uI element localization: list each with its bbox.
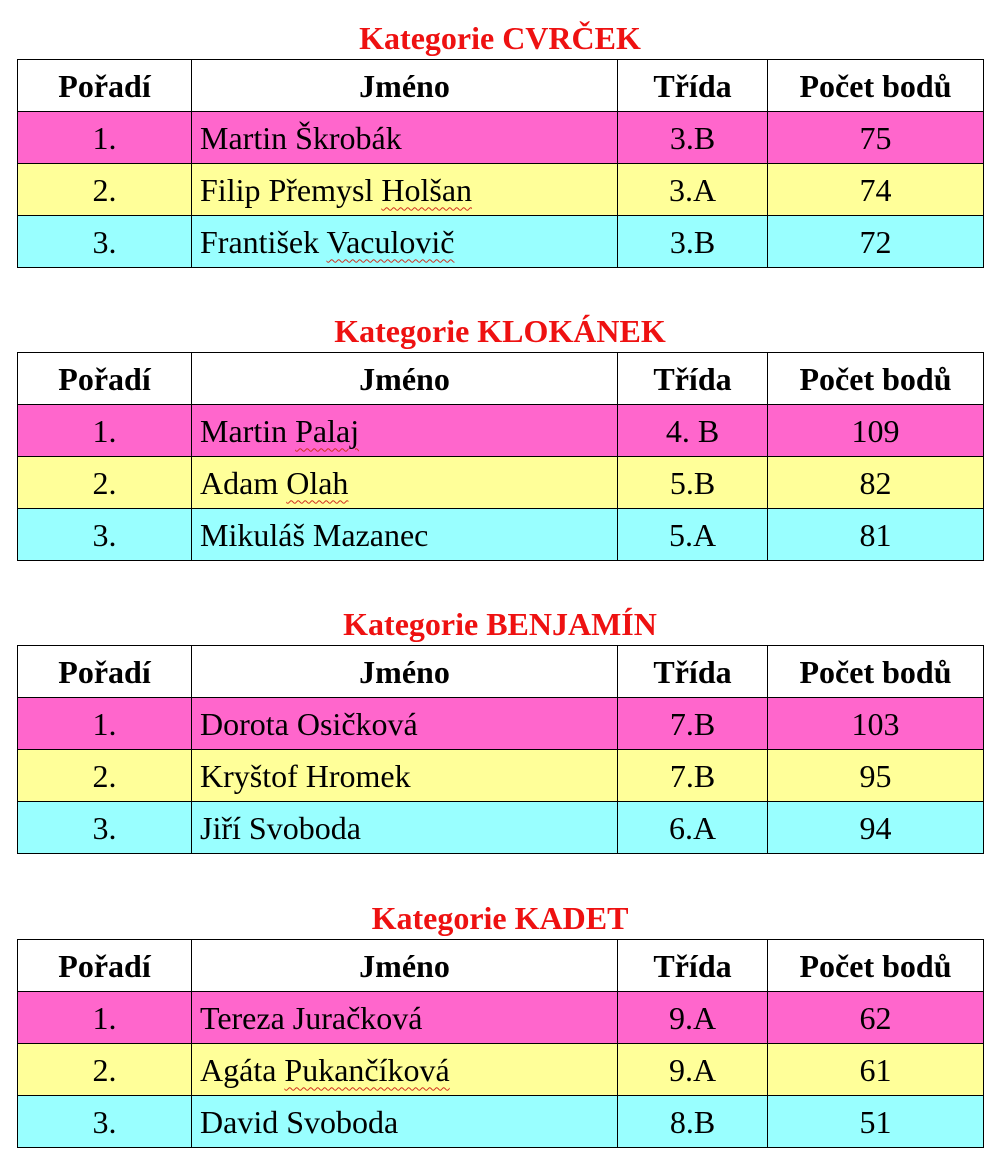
last-name: Holšan bbox=[381, 171, 473, 208]
class-cell: 7.B bbox=[618, 698, 768, 750]
name-cell bbox=[192, 802, 618, 854]
points-cell: 61 bbox=[768, 1044, 984, 1096]
header-name: Jméno bbox=[192, 353, 618, 405]
points-cell: 75 bbox=[768, 112, 984, 164]
points-cell: 103 bbox=[768, 698, 984, 750]
table-row bbox=[18, 698, 984, 750]
class-cell: 4. B bbox=[618, 405, 768, 457]
rank-cell: 3. bbox=[18, 802, 192, 854]
header-name: Jméno bbox=[192, 60, 618, 112]
table-row bbox=[18, 216, 984, 268]
header-class: Třída bbox=[618, 60, 768, 112]
class-cell: 7.B bbox=[618, 750, 768, 802]
last-name: Škrobák bbox=[295, 119, 402, 156]
table-row bbox=[18, 750, 984, 802]
points-cell: 51 bbox=[768, 1096, 984, 1148]
category-title: Kategorie CVRČEK bbox=[359, 20, 641, 56]
class-cell: 9.A bbox=[618, 992, 768, 1044]
first-name: Martin bbox=[200, 119, 288, 156]
points-cell: 109 bbox=[768, 405, 984, 457]
header-name: Jméno bbox=[192, 940, 618, 992]
last-name: Palaj bbox=[295, 412, 360, 449]
table-row bbox=[18, 802, 984, 854]
class-cell: 3.A bbox=[618, 164, 768, 216]
rank-cell: 3. bbox=[18, 216, 192, 268]
header-points: Počet bodů bbox=[768, 940, 984, 992]
header-points: Počet bodů bbox=[768, 646, 984, 698]
header-points: Počet bodů bbox=[768, 353, 984, 405]
name-cell bbox=[192, 509, 618, 561]
name-cell bbox=[192, 164, 618, 216]
last-name: Vaculovič bbox=[326, 223, 455, 260]
table-row bbox=[18, 457, 984, 509]
class-cell: 3.B bbox=[618, 112, 768, 164]
table-row bbox=[18, 992, 984, 1044]
points-cell: 72 bbox=[768, 216, 984, 268]
name-cell bbox=[192, 750, 618, 802]
class-cell: 6.A bbox=[618, 802, 768, 854]
table-row bbox=[18, 1044, 984, 1096]
name-cell bbox=[192, 112, 618, 164]
first-name: Agáta bbox=[200, 1051, 277, 1088]
header-row bbox=[18, 60, 984, 112]
rank-cell: 1. bbox=[18, 112, 192, 164]
name-cell bbox=[192, 405, 618, 457]
table-row bbox=[18, 164, 984, 216]
rank-cell: 3. bbox=[18, 509, 192, 561]
rank-cell: 3. bbox=[18, 1096, 192, 1148]
name-cell bbox=[192, 1096, 618, 1148]
last-name: Mazanec bbox=[312, 516, 429, 553]
class-cell: 9.A bbox=[618, 1044, 768, 1096]
class-cell: 5.A bbox=[618, 509, 768, 561]
header-points: Počet bodů bbox=[768, 60, 984, 112]
last-name: Juračková bbox=[292, 999, 423, 1036]
name-cell bbox=[192, 216, 618, 268]
class-cell: 8.B bbox=[618, 1096, 768, 1148]
last-name: Svoboda bbox=[286, 1103, 399, 1140]
class-cell: 3.B bbox=[618, 216, 768, 268]
rank-cell: 2. bbox=[18, 750, 192, 802]
table-row bbox=[18, 405, 984, 457]
header-rank: Pořadí bbox=[18, 60, 192, 112]
points-cell: 81 bbox=[768, 509, 984, 561]
header-rank: Pořadí bbox=[18, 940, 192, 992]
points-cell: 82 bbox=[768, 457, 984, 509]
table-row bbox=[18, 112, 984, 164]
first-name: David bbox=[200, 1103, 279, 1140]
header-rank: Pořadí bbox=[18, 646, 192, 698]
rank-cell: 2. bbox=[18, 164, 192, 216]
last-name: Svoboda bbox=[248, 809, 361, 846]
results-table bbox=[17, 59, 984, 268]
class-cell: 5.B bbox=[618, 457, 768, 509]
last-name: Pukančíková bbox=[284, 1051, 450, 1088]
results-table bbox=[17, 352, 984, 561]
header-name: Jméno bbox=[192, 646, 618, 698]
first-name: Mikuláš bbox=[200, 516, 305, 553]
name-cell bbox=[192, 457, 618, 509]
category-title: Kategorie KADET bbox=[371, 900, 629, 936]
rank-cell: 1. bbox=[18, 698, 192, 750]
first-name: Martin bbox=[200, 412, 288, 449]
last-name: Olah bbox=[286, 464, 349, 501]
first-name: František bbox=[200, 223, 320, 260]
first-name: Kryštof bbox=[200, 757, 298, 794]
first-name: Dorota bbox=[200, 705, 289, 742]
header-row bbox=[18, 646, 984, 698]
header-rank: Pořadí bbox=[18, 353, 192, 405]
first-name: Tereza bbox=[200, 999, 285, 1036]
header-class: Třída bbox=[618, 940, 768, 992]
category-title: Kategorie KLOKÁNEK bbox=[334, 313, 666, 349]
first-name: Adam bbox=[200, 464, 279, 501]
rank-cell: 1. bbox=[18, 992, 192, 1044]
header-class: Třída bbox=[618, 646, 768, 698]
name-cell bbox=[192, 992, 618, 1044]
points-cell: 94 bbox=[768, 802, 984, 854]
rank-cell: 1. bbox=[18, 405, 192, 457]
points-cell: 62 bbox=[768, 992, 984, 1044]
header-row bbox=[18, 353, 984, 405]
rank-cell: 2. bbox=[18, 457, 192, 509]
table-row bbox=[18, 1096, 984, 1148]
first-name: Jiří bbox=[200, 809, 241, 846]
first-name: Filip Přemysl bbox=[200, 171, 374, 208]
last-name: Osičková bbox=[296, 705, 418, 742]
last-name: Hromek bbox=[305, 757, 411, 794]
rank-cell: 2. bbox=[18, 1044, 192, 1096]
results-table bbox=[17, 939, 984, 1148]
points-cell: 95 bbox=[768, 750, 984, 802]
name-cell bbox=[192, 698, 618, 750]
points-cell: 74 bbox=[768, 164, 984, 216]
header-row bbox=[18, 940, 984, 992]
category-title: Kategorie BENJAMÍN bbox=[343, 606, 657, 642]
results-table bbox=[17, 645, 984, 854]
name-cell bbox=[192, 1044, 618, 1096]
table-row bbox=[18, 509, 984, 561]
header-class: Třída bbox=[618, 353, 768, 405]
